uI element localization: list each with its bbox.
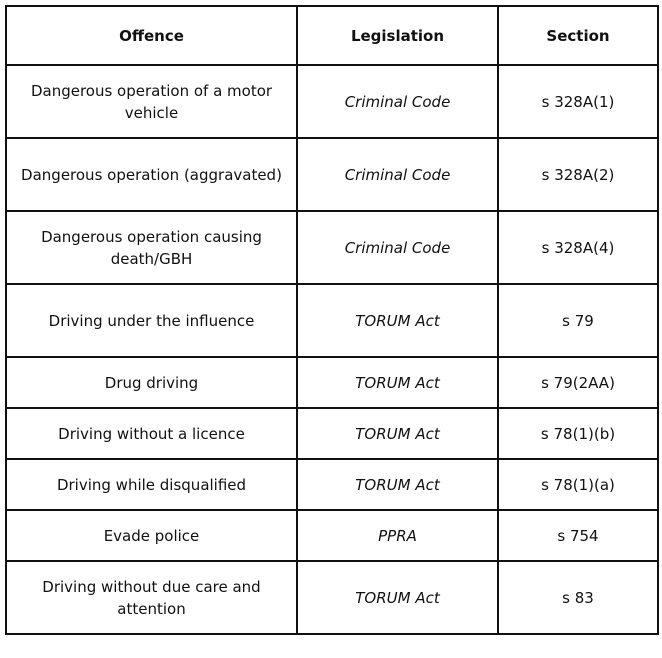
offence-cell: Dangerous operation of a motor vehicle — [6, 65, 297, 138]
table-row — [6, 408, 658, 459]
table-row — [6, 561, 658, 634]
legislation-cell: TORUM Act — [297, 459, 498, 510]
offence-cell: Dangerous operation (aggravated) — [6, 138, 297, 211]
legislation-cell: Criminal Code — [297, 138, 498, 211]
section-cell: s 78(1)(a) — [498, 459, 658, 510]
legislation-cell: TORUM Act — [297, 561, 498, 634]
table-row — [6, 65, 658, 138]
offence-cell: Driving without due care and attention — [6, 561, 297, 634]
table-row — [6, 459, 658, 510]
legislation-cell: Criminal Code — [297, 65, 498, 138]
table-row — [6, 284, 658, 357]
legislation-cell: PPRA — [297, 510, 498, 561]
section-cell: s 79(2AA) — [498, 357, 658, 408]
offence-cell: Drug driving — [6, 357, 297, 408]
section-cell: s 328A(4) — [498, 211, 658, 284]
legislation-cell: TORUM Act — [297, 284, 498, 357]
header-section: Section — [498, 6, 658, 65]
section-cell: s 754 — [498, 510, 658, 561]
legislation-cell: Criminal Code — [297, 211, 498, 284]
header-offence: Offence — [6, 6, 297, 65]
legislation-cell: TORUM Act — [297, 408, 498, 459]
offence-cell: Driving without a licence — [6, 408, 297, 459]
table-row — [6, 510, 658, 561]
offence-cell: Dangerous operation causing death/GBH — [6, 211, 297, 284]
section-cell: s 328A(2) — [498, 138, 658, 211]
table-row — [6, 138, 658, 211]
section-cell: s 79 — [498, 284, 658, 357]
header-legislation: Legislation — [297, 6, 498, 65]
section-cell: s 83 — [498, 561, 658, 634]
section-cell: s 78(1)(b) — [498, 408, 658, 459]
offence-cell: Driving under the influence — [6, 284, 297, 357]
offence-cell: Evade police — [6, 510, 297, 561]
offence-cell: Driving while disqualified — [6, 459, 297, 510]
legislation-cell: TORUM Act — [297, 357, 498, 408]
section-cell: s 328A(1) — [498, 65, 658, 138]
offences-table — [5, 5, 659, 635]
table-row — [6, 357, 658, 408]
table-row — [6, 211, 658, 284]
header-row — [6, 6, 658, 65]
